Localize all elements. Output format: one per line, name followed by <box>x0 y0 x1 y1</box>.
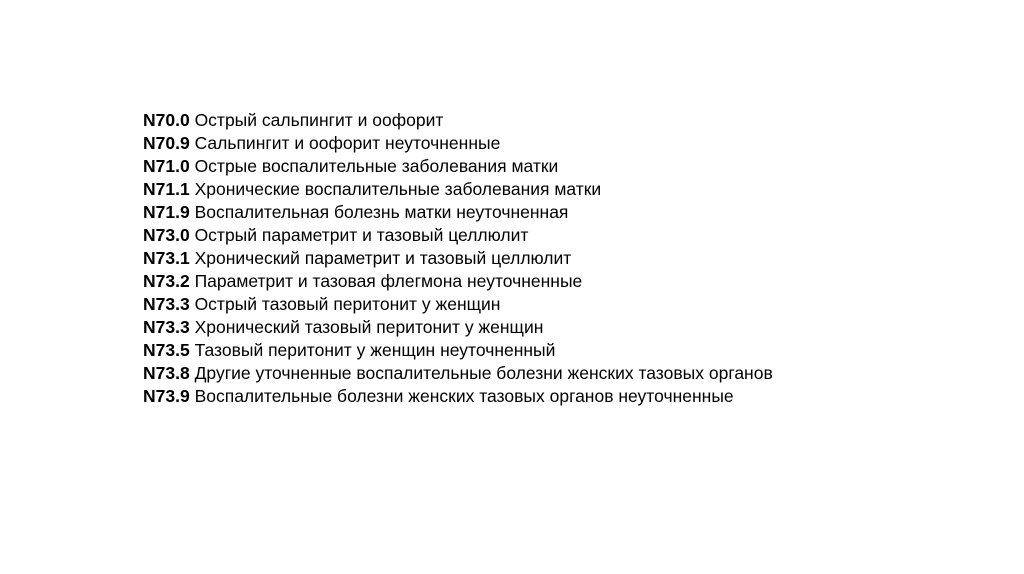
list-item <box>143 155 773 178</box>
list-item <box>143 316 773 339</box>
diagnosis-description: Воспалительная болезнь матки неуточненная <box>189 202 569 222</box>
diagnosis-description: Острый тазовый перитонит у женщин <box>189 294 501 314</box>
diagnosis-description: Хронический параметрит и тазовый целлюлит <box>189 248 572 268</box>
list-item <box>143 270 773 293</box>
diagnosis-description: Сальпингит и оофорит неуточненные <box>189 133 501 153</box>
diagnosis-description: Хронический тазовый перитонит у женщин <box>189 317 544 337</box>
diagnosis-description: Другие уточненные воспалительные болезни женских тазовых органов <box>189 363 773 383</box>
diagnosis-description: Хронические воспалительные заболевания матки <box>189 179 602 199</box>
diagnosis-code-list <box>143 109 773 408</box>
diagnosis-description: Острые воспалительные заболевания матки <box>189 156 559 176</box>
diagnosis-code: N71.9 <box>143 202 190 222</box>
diagnosis-code: N73.2 <box>143 271 190 291</box>
list-item <box>143 247 773 270</box>
list-item <box>143 132 773 155</box>
list-item <box>143 178 773 201</box>
diagnosis-code: N71.0 <box>143 156 190 176</box>
list-item <box>143 385 773 408</box>
list-item <box>143 109 773 132</box>
diagnosis-description: Воспалительные болезни женских тазовых органов неуточненные <box>189 386 734 406</box>
list-item <box>143 339 773 362</box>
diagnosis-description: Тазовый перитонит у женщин неуточненный <box>189 340 556 360</box>
diagnosis-description: Параметрит и тазовая флегмона неуточненные <box>189 271 583 291</box>
diagnosis-code: N73.1 <box>143 248 190 268</box>
diagnosis-description: Острый сальпингит и оофорит <box>189 110 444 130</box>
diagnosis-code: N73.3 <box>143 294 190 314</box>
diagnosis-code: N73.0 <box>143 225 190 245</box>
list-item <box>143 362 773 385</box>
diagnosis-code: N73.9 <box>143 386 190 406</box>
diagnosis-code: N71.1 <box>143 179 190 199</box>
diagnosis-code: N73.8 <box>143 363 190 383</box>
diagnosis-code: N73.5 <box>143 340 190 360</box>
list-item <box>143 224 773 247</box>
diagnosis-code: N70.0 <box>143 110 190 130</box>
diagnosis-code: N70.9 <box>143 133 190 153</box>
list-item <box>143 201 773 224</box>
diagnosis-code: N73.3 <box>143 317 190 337</box>
diagnosis-description: Острый параметрит и тазовый целлюлит <box>189 225 529 245</box>
list-item <box>143 293 773 316</box>
